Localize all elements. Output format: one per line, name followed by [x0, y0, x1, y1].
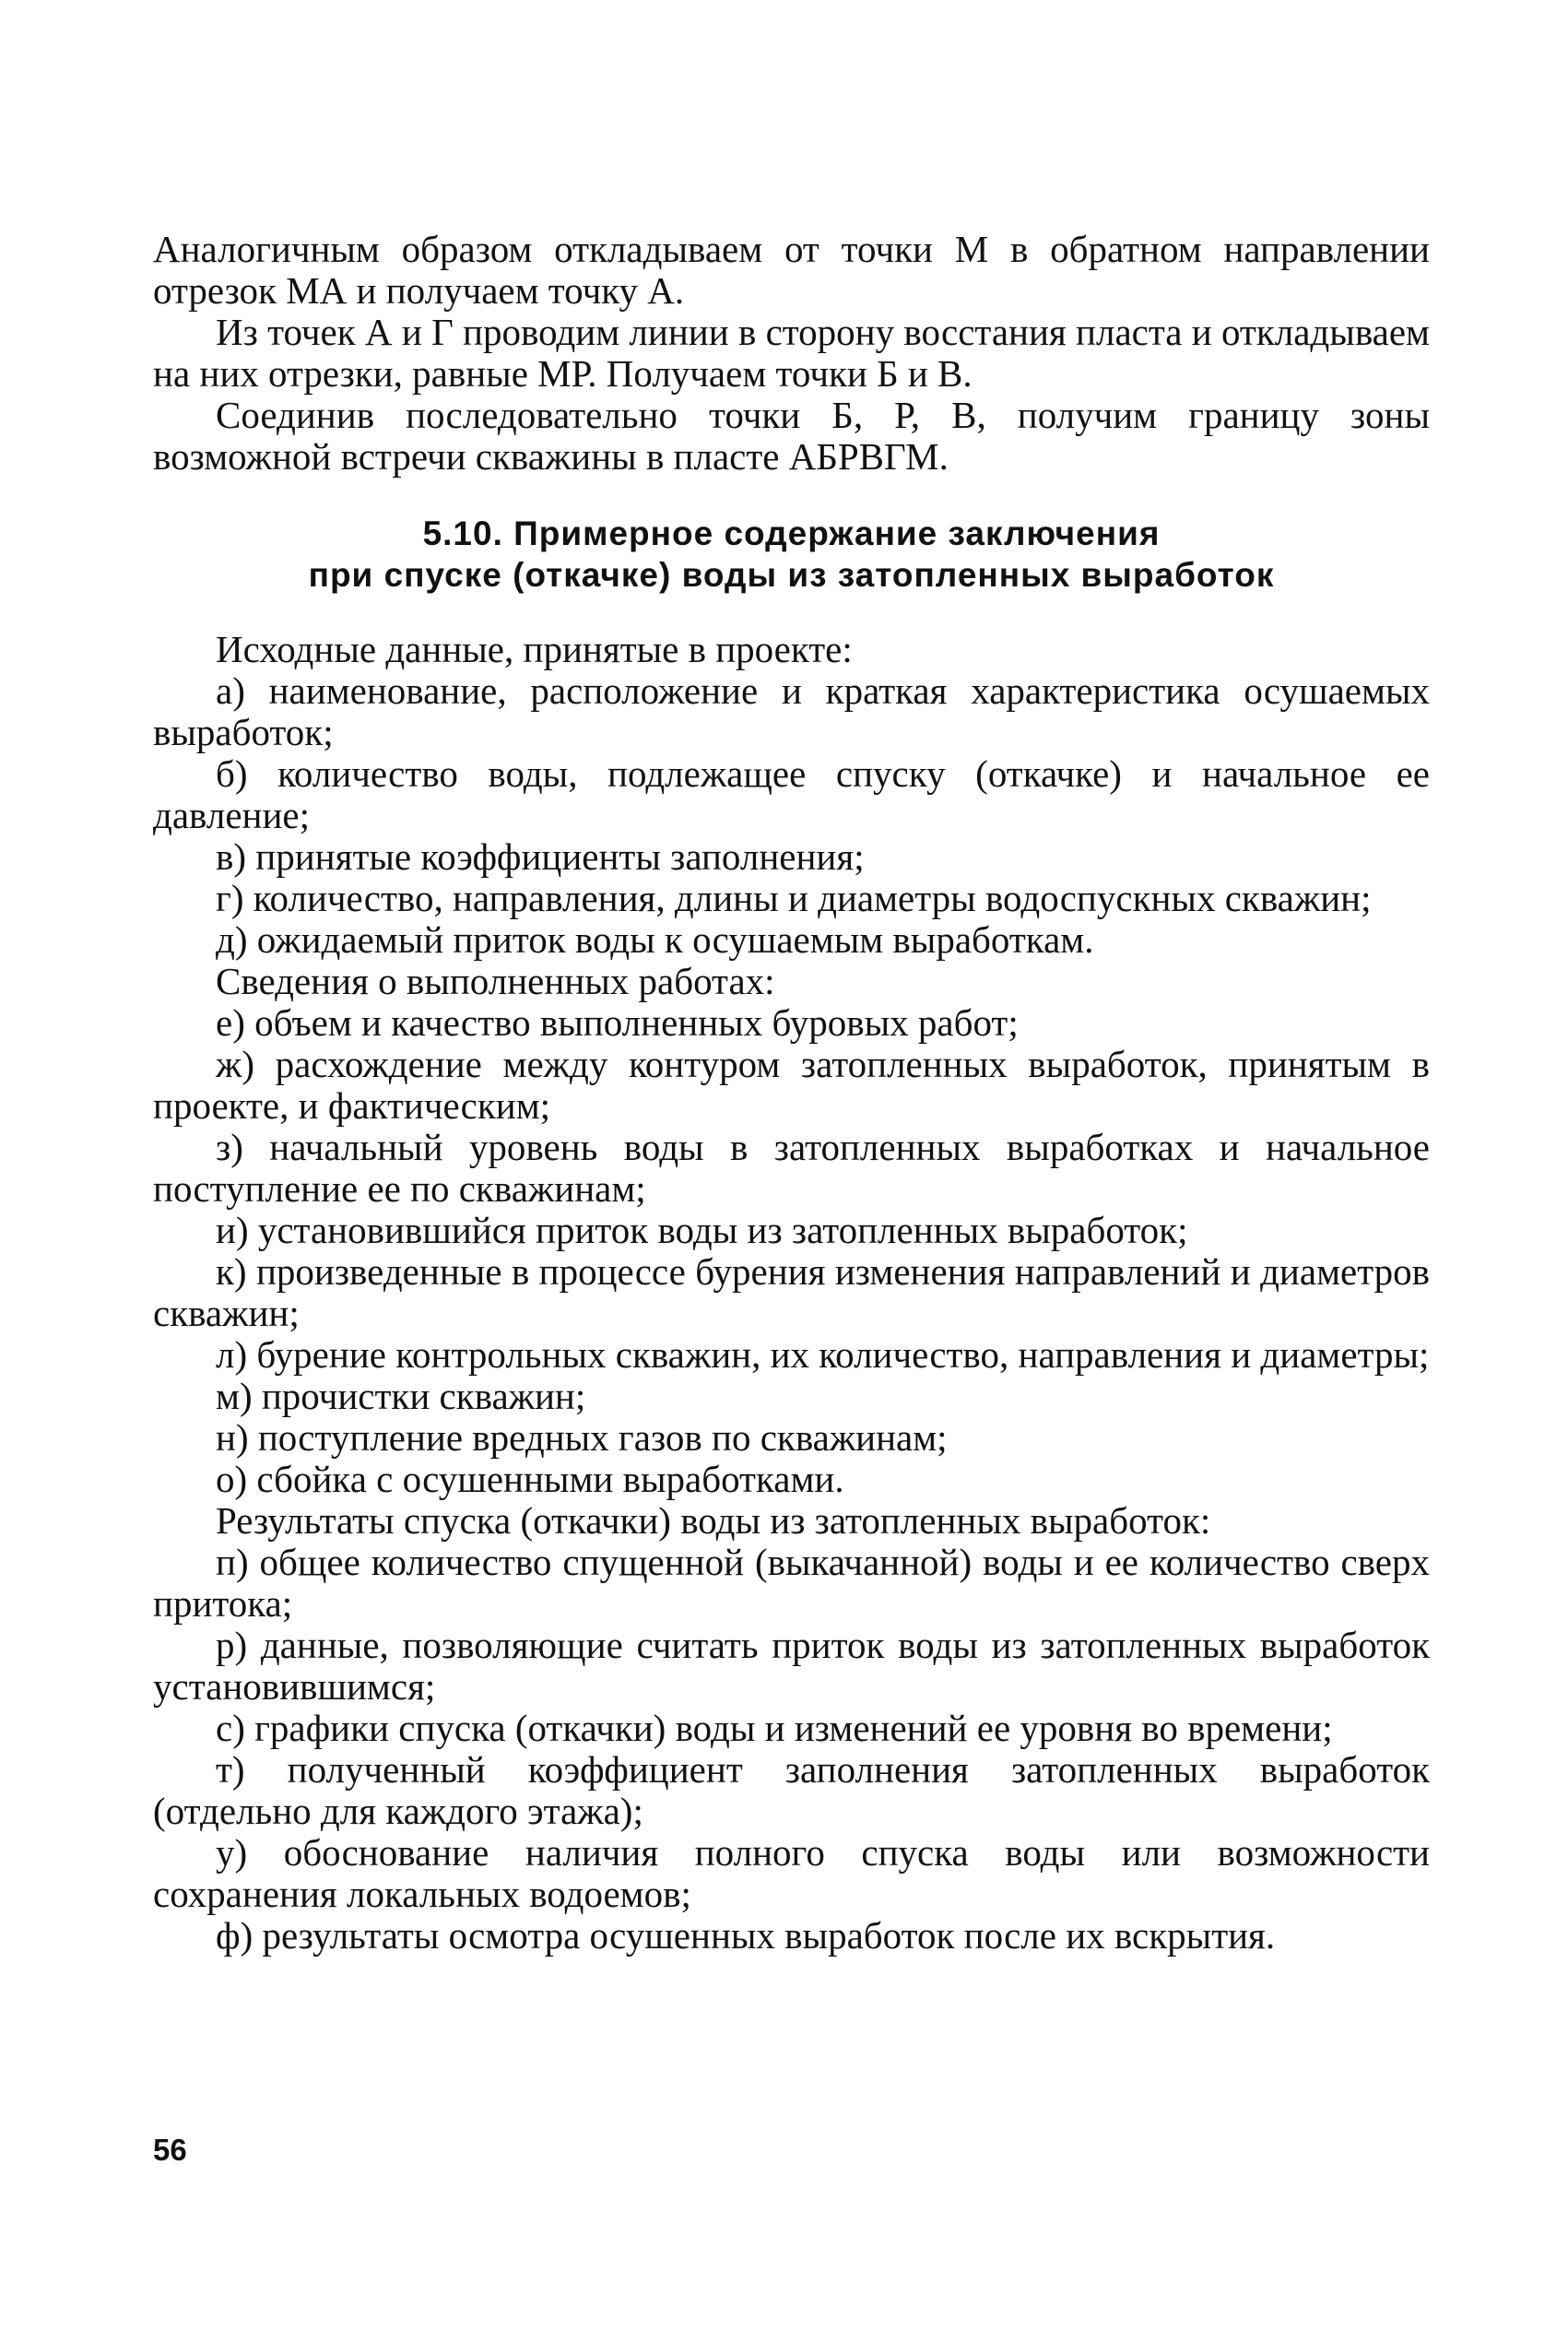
- results-title: Результаты спуска (откачки) воды из затопленных выработок:: [216, 1499, 1211, 1542]
- list-item-n: н) поступление вредных газов по скважинам;: [216, 1416, 948, 1459]
- list-item-f: ф) результаты осмотра осушенных выработок после их вскрытия.: [216, 1914, 1276, 1957]
- section-heading: [153, 513, 1430, 596]
- intro-paragraph-2: Из точек А и Г проводим линии в сторону восстания пласта и откладываем на них отрезки, равные МР. Получаем точки Б и В.: [153, 311, 1430, 395]
- list-item-r: р) данные, позволяющие считать приток воды из затопленных выработок установившимся;: [153, 1624, 1430, 1708]
- list-item-t: т) полученный коэффициент заполнения затопленных выработок (отдельно для каждого этажа);: [153, 1748, 1430, 1832]
- list-item-m: м) прочистки скважин;: [216, 1375, 586, 1417]
- page-body: [153, 229, 1430, 1957]
- list-item-e: е) объем и качество выполненных буровых работ;: [216, 1001, 1019, 1044]
- page-number: 56: [153, 2133, 187, 2167]
- list-item-o: о) сбойка с осушенными выработками.: [216, 1458, 844, 1500]
- works-done-title: Сведения о выполненных работах:: [216, 960, 775, 1002]
- list-item-u: у) обоснование наличия полного спуска воды или возможности сохранения локальных водоемов;: [153, 1831, 1430, 1915]
- section-heading-line-2: при спуске (откачке) воды из затопленных выработок: [308, 556, 1275, 594]
- list-item-g: г) количество, направления, длины и диаметры водоспускных скважин;: [216, 877, 1372, 919]
- list-item-l: л) бурение контрольных скважин, их количество, направления и диаметры;: [216, 1333, 1430, 1376]
- list-item-k: к) произведенные в процессе бурения изменения направлений и диаметров скважин;: [153, 1250, 1430, 1334]
- list-item-d: д) ожидаемый приток воды к осушаемым выработкам.: [216, 918, 1094, 961]
- list-item-s: с) графики спуска (откачки) воды и изменений ее уровня во времени;: [216, 1707, 1333, 1749]
- initial-data-title: Исходные данные, принятые в проекте:: [216, 628, 853, 670]
- list-item-zh: ж) расхождение между контуром затопленных выработок, принятым в проекте, и фактическим;: [153, 1043, 1430, 1127]
- list-item-b: б) количество воды, подлежащее спуску (откачке) и начальное ее давление;: [153, 752, 1430, 836]
- intro-paragraph-3: Соединив последовательно точки Б, Р, В, получим границу зоны возможной встречи скважины в пласте АБРВГМ.: [153, 394, 1430, 478]
- list-item-i: и) установившийся приток воды из затопленных выработок;: [216, 1209, 1188, 1251]
- list-item-z: з) начальный уровень воды в затопленных выработках и начальное поступление ее по скважинам;: [153, 1126, 1430, 1210]
- list-item-a: а) наименование, расположение и краткая характеристика осушаемых выработок;: [153, 669, 1430, 753]
- list-item-v: в) принятые коэффициенты заполнения;: [216, 835, 865, 878]
- section-heading-line-1: 5.10. Примерное содержание заключения: [422, 514, 1161, 552]
- list-item-p: п) общее количество спущенной (выкачанной) воды и ее количество сверх притока;: [153, 1541, 1430, 1625]
- intro-paragraph-1: Аналогичным образом откладываем от точки М в обратном направлении отрезок МА и получаем точку А.: [153, 228, 1430, 312]
